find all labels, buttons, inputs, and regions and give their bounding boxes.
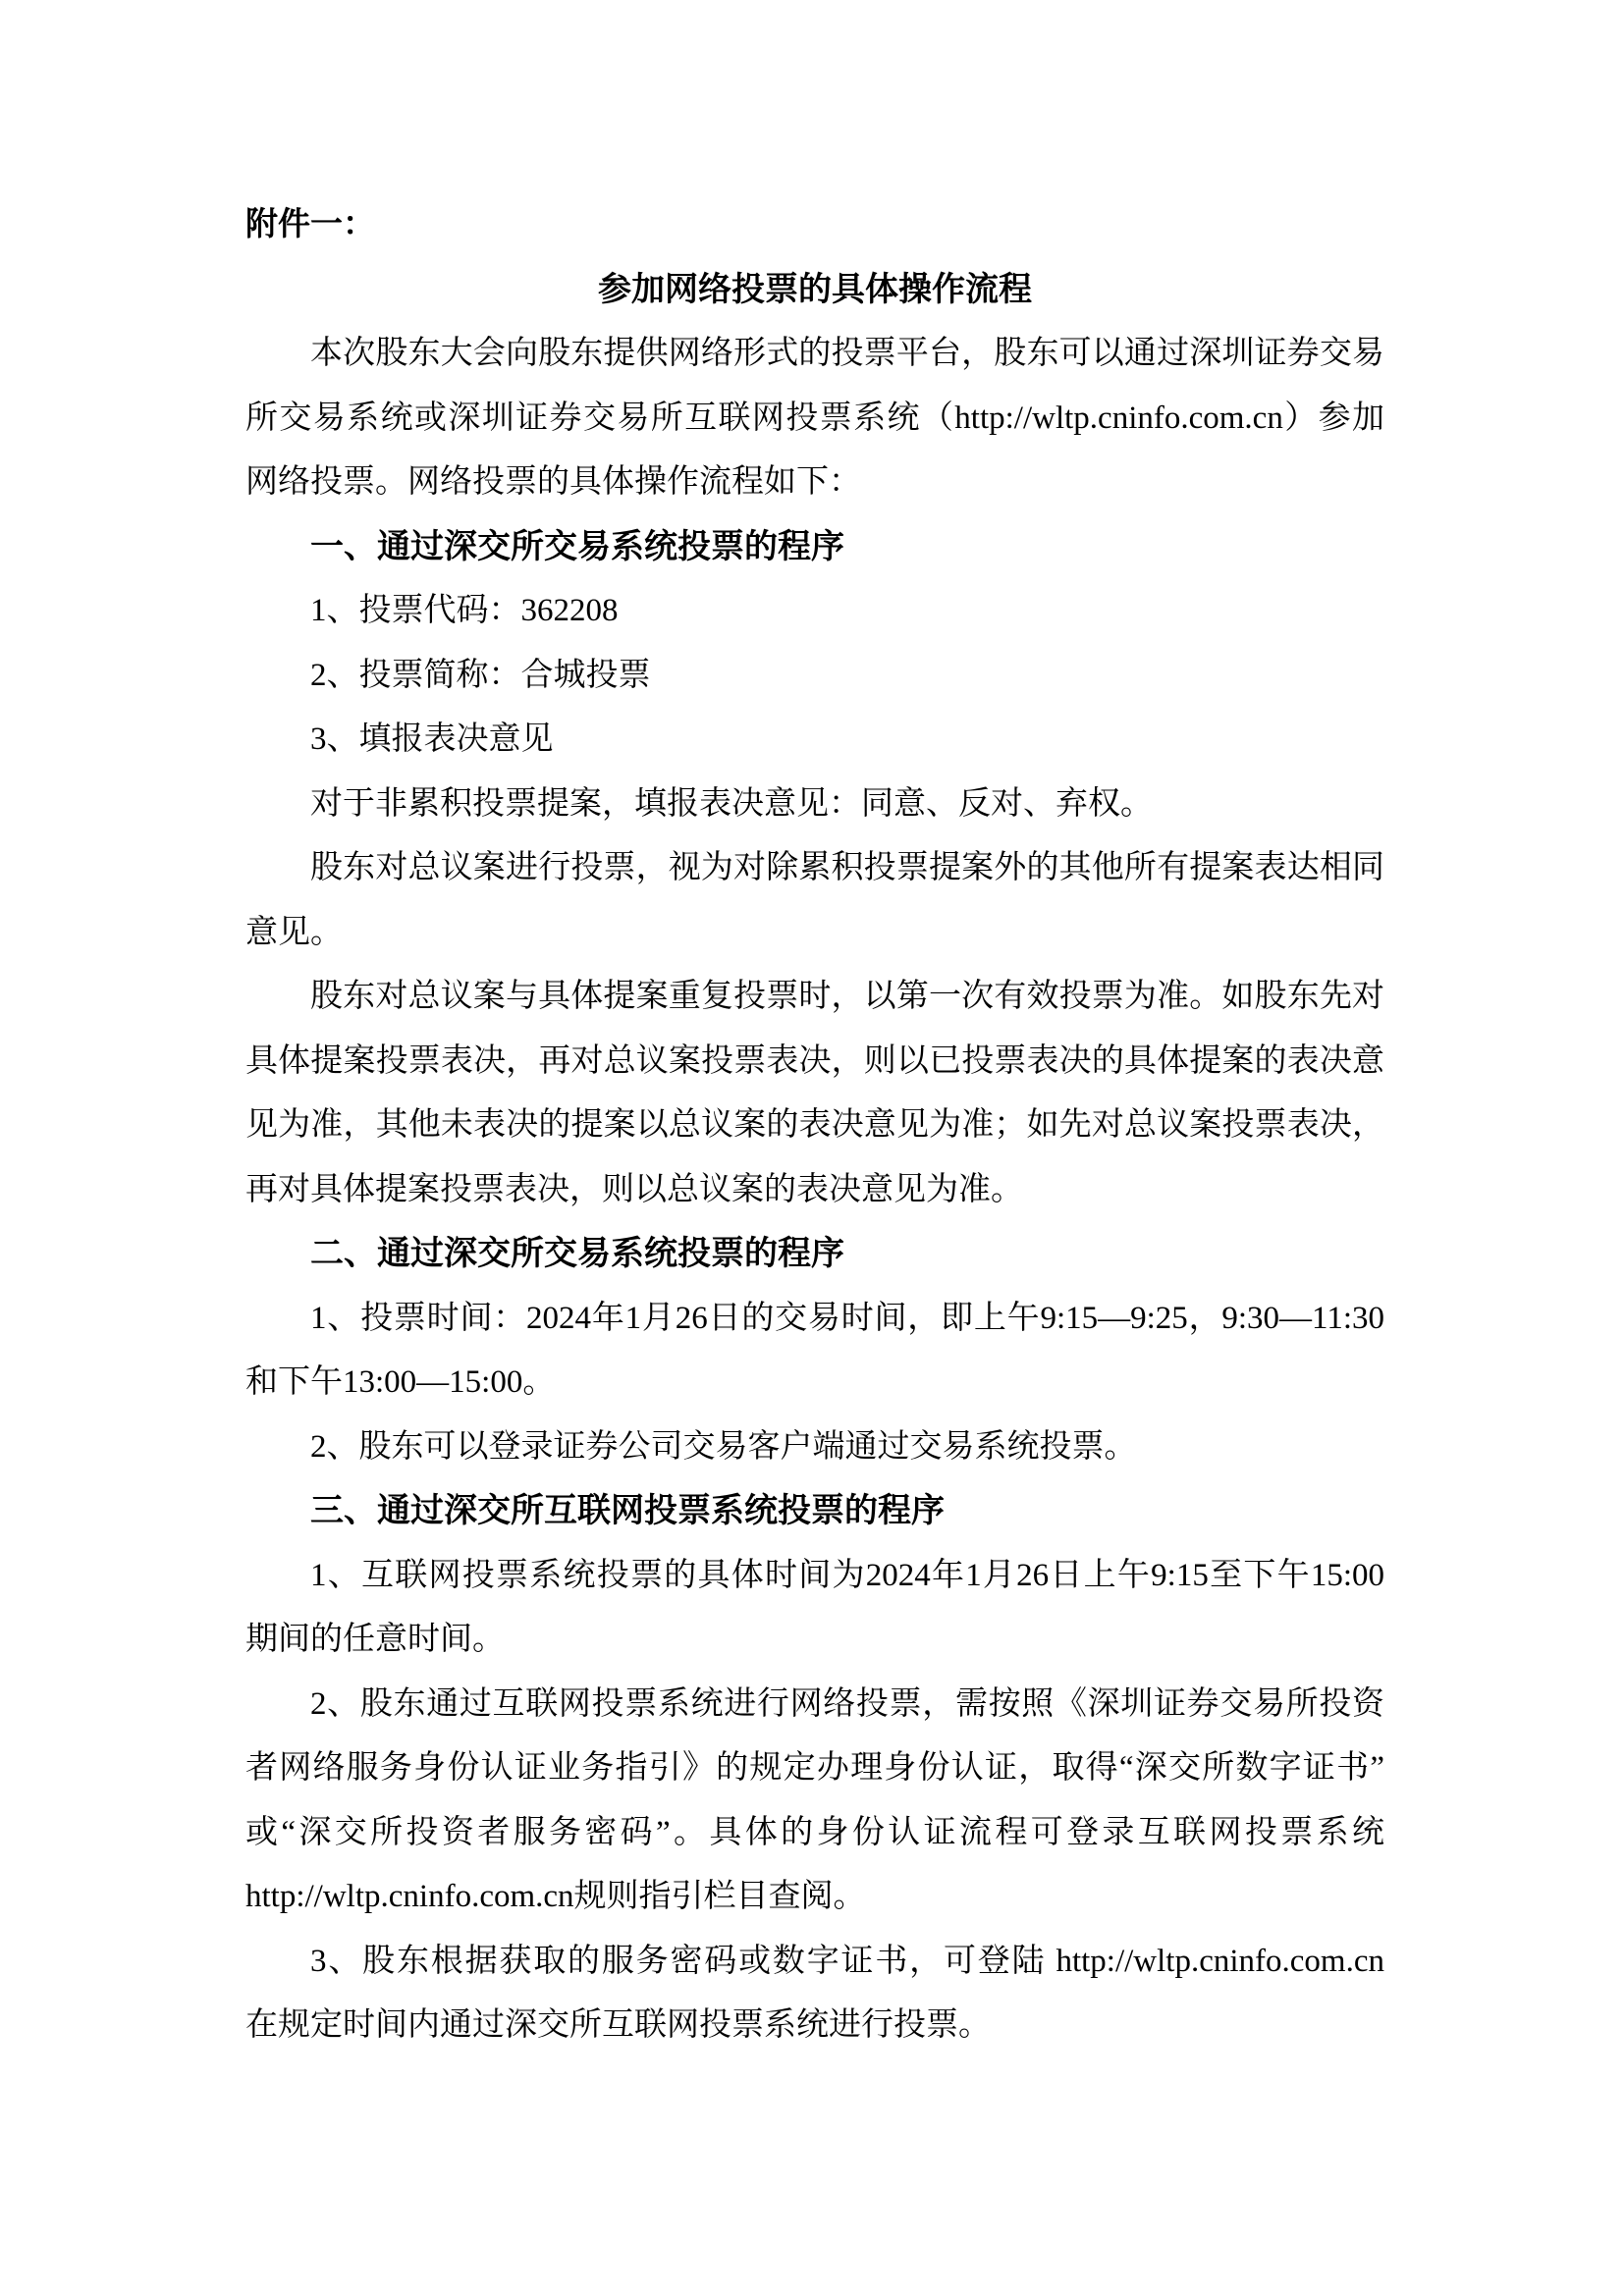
paragraph-line: 股东对总议案与具体提案重复投票时，以第一次有效投票为准。如股东先对 <box>310 979 1384 1014</box>
paragraph-line: 者网络服务身份认证业务指引》的规定办理身份认证，取得“深交所数字证书” <box>245 1750 1384 1786</box>
attachment-label: 附件一： <box>245 207 375 242</box>
paragraph-line: 对于非累积投票提案，填报表决意见：同意、反对、弃权。 <box>310 785 1153 822</box>
paragraph-line: 再对具体提案投票表决，则以总议案的表决意见为准。 <box>245 1171 1023 1207</box>
url-line: http://wltp.cninfo.com.cn规则指引栏目查阅。 <box>245 1879 866 1914</box>
section-heading-1: 一、通过深交所交易系统投票的程序 <box>310 528 844 565</box>
paragraph-line: 在规定时间内通过深交所互联网投票系统进行投票。 <box>245 2007 991 2043</box>
paragraph-line: 2、股东可以登录证券公司交易客户端通过交易系统投票。 <box>310 1428 1137 1465</box>
paragraph-line: 1、互联网投票系统投票的具体时间为2024年1月26日上午9:15至下午15:00 <box>310 1557 1384 1593</box>
section-heading-2: 二、通过深交所交易系统投票的程序 <box>310 1236 844 1272</box>
paragraph-line: 期间的任意时间。 <box>245 1622 505 1657</box>
paragraph-line: 或“深交所投资者服务密码”。具体的身份认证流程可登录互联网投票系统 <box>245 1814 1384 1850</box>
vote-time-line: 1、投票时间：2024年1月26日的交易时间，即上午9:15—9:25，9:30—11:30 <box>310 1300 1384 1336</box>
paragraph-line: 本次股东大会向股东提供网络形式的投票平台，股东可以通过深圳证券交易 <box>310 336 1384 371</box>
paragraph-line: 2、股东通过互联网投票系统进行网络投票，需按照《深圳证券交易所投资 <box>310 1685 1384 1722</box>
document-body <box>245 193 1384 2058</box>
vote-short-name-line: 2、投票简称：合城投票 <box>310 657 651 693</box>
paragraph-line: 网络投票。网络投票的具体操作流程如下： <box>245 464 861 500</box>
paragraph-line: 3、股东根据获取的服务密码或数字证书，可登陆 http://wltp.cninfo.com.cn <box>310 1943 1384 1979</box>
paragraph-line: 具体提案投票表决，再对总议案投票表决，则以已投票表决的具体提案的表决意 <box>245 1042 1384 1079</box>
vote-time-line: 和下午13:00—15:00。 <box>245 1364 556 1400</box>
paragraph-line: 所交易系统或深圳证券交易所互联网投票系统（http://wltp.cninfo.com.cn）参加 <box>245 400 1384 436</box>
paragraph-line: 意见。 <box>245 914 343 950</box>
doc-title: 参加网络投票的具体操作流程 <box>598 271 1032 308</box>
paragraph-line: 股东对总议案进行投票，视为对除累积投票提案外的其他所有提案表达相同 <box>310 850 1384 885</box>
paragraph-line: 见为准，其他未表决的提案以总议案的表决意见为准；如先对总议案投票表决， <box>245 1107 1384 1143</box>
vote-code-line: 1、投票代码：362208 <box>310 593 619 628</box>
section-heading-3: 三、通过深交所互联网投票系统投票的程序 <box>310 1493 945 1529</box>
list-item-line: 3、填报表决意见 <box>310 721 554 757</box>
